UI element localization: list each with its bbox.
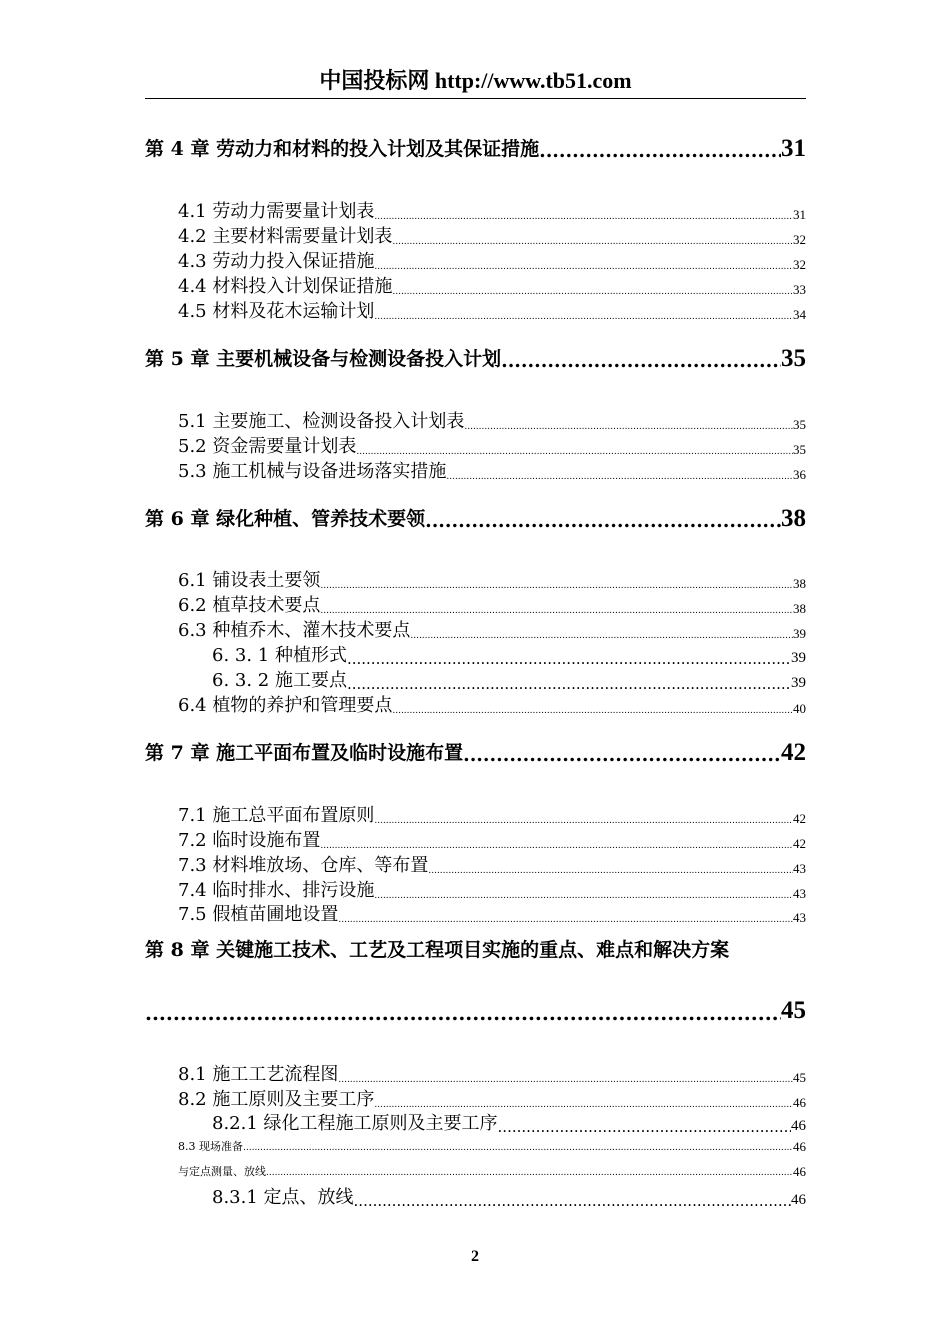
- toc-entry-4-4[interactable]: [178, 275, 806, 299]
- toc-title: 6.3 种植乔木、灌木技术要点: [178, 620, 411, 641]
- toc-entry-6-1[interactable]: [178, 569, 806, 593]
- toc-leader: [392, 704, 793, 718]
- toc-entry-7-3[interactable]: [178, 854, 806, 878]
- toc-leader: [464, 420, 793, 434]
- toc-leader: [463, 744, 781, 766]
- toc-title: 8.2 施工原则及主要工序: [178, 1089, 375, 1110]
- toc-page: 42: [793, 811, 806, 826]
- toc-page: 45: [781, 997, 806, 1024]
- toc-leader: [374, 814, 793, 828]
- toc-entry-8-1[interactable]: [178, 1063, 806, 1087]
- toc-title: 5.1 主要施工、检测设备投入计划表: [178, 411, 465, 432]
- toc-page: 43: [793, 886, 806, 901]
- toc-page: 39: [793, 626, 806, 641]
- toc-title: 7.4 临时排水、排污设施: [178, 880, 375, 901]
- toc-chapter-8-leader[interactable]: [145, 998, 806, 1024]
- toc-title: 8.2.1 绿化工程施工原则及主要工序: [212, 1113, 498, 1134]
- toc-entry-4-2[interactable]: [178, 225, 806, 249]
- toc-entry-5-1[interactable]: [178, 410, 806, 434]
- toc-title: 6.2 植草技术要点: [178, 595, 321, 616]
- toc-page: 31: [781, 135, 806, 162]
- toc-page: 42: [793, 836, 806, 851]
- toc-page: 46: [793, 1139, 806, 1154]
- toc-title: 第 6 章 绿化种植、管养技术要领: [145, 508, 426, 530]
- toc-entry-6-2[interactable]: [178, 594, 806, 618]
- toc-title: 6. 3. 2 施工要点: [212, 670, 347, 691]
- toc-page: 46: [793, 1095, 806, 1110]
- toc-page: 43: [793, 910, 806, 925]
- toc-title: 8.3 现场准备: [178, 1140, 243, 1153]
- toc-entry-8-3-b[interactable]: [178, 1164, 806, 1180]
- toc-page: 36: [793, 467, 806, 482]
- toc-page: 35: [793, 442, 806, 457]
- toc-entry-8-3-1[interactable]: [212, 1186, 806, 1210]
- toc-chapter-7[interactable]: [145, 740, 806, 766]
- toc-page: 35: [781, 345, 806, 372]
- toc-leader: [501, 350, 781, 372]
- toc-chapter-8-title[interactable]: 第 8 章 关键施工技术、工艺及工程项目实施的重点、难点和解决方案: [145, 939, 730, 961]
- toc-leader: [498, 1118, 791, 1136]
- toc-title: 7.2 临时设施布置: [178, 830, 321, 851]
- toc-page: 43: [793, 861, 806, 876]
- toc-entry-5-3[interactable]: [178, 460, 806, 484]
- toc-page: 46: [791, 1118, 806, 1134]
- toc-entry-6-3-1[interactable]: [212, 644, 806, 668]
- toc-entry-4-5[interactable]: [178, 300, 806, 324]
- toc-leader: [243, 1142, 793, 1155]
- toc-leader: [354, 1192, 791, 1210]
- toc-entry-7-2[interactable]: [178, 829, 806, 853]
- toc-leader: [428, 864, 793, 878]
- toc-entry-7-5[interactable]: [178, 903, 806, 927]
- toc-leader: [374, 260, 793, 274]
- toc-page: 35: [793, 417, 806, 432]
- toc-page: 31: [793, 207, 806, 222]
- toc-chapter-5[interactable]: [145, 346, 806, 372]
- toc-title: 4.1 劳动力需要量计划表: [178, 201, 375, 222]
- toc-entry-7-4[interactable]: [178, 879, 806, 903]
- page-number: 2: [471, 1248, 479, 1265]
- toc-page: 46: [791, 1192, 806, 1208]
- toc-title: 第 4 章 劳动力和材料的投入计划及其保证措施: [145, 138, 540, 160]
- toc-leader: [145, 1002, 781, 1024]
- toc-title: 8.1 施工工艺流程图: [178, 1064, 339, 1085]
- toc-leader: [374, 310, 793, 324]
- toc-title: 8.3.1 定点、放线: [212, 1187, 354, 1208]
- toc-leader: [347, 650, 791, 668]
- toc-entry-5-2[interactable]: [178, 435, 806, 459]
- toc-page: 40: [793, 701, 806, 716]
- toc-page: 45: [793, 1070, 806, 1085]
- toc-title: 4.4 材料投入计划保证措施: [178, 276, 393, 297]
- toc-title: 第 7 章 施工平面布置及临时设施布置: [145, 742, 464, 764]
- toc-page: 46: [793, 1164, 806, 1179]
- toc-page: 34: [793, 307, 806, 322]
- toc-leader: [410, 629, 793, 643]
- toc-leader: [347, 675, 791, 693]
- toc-page: 38: [781, 505, 806, 532]
- toc-page: 38: [793, 576, 806, 591]
- toc-leader: [320, 579, 793, 593]
- toc-leader: [374, 1098, 793, 1112]
- toc-title: 6. 3. 1 种植形式: [212, 645, 347, 666]
- toc-page: 39: [791, 650, 806, 666]
- toc-entry-6-3-2[interactable]: [212, 669, 806, 693]
- toc-title: 5.2 资金需要量计划表: [178, 436, 357, 457]
- toc-leader: [539, 140, 781, 162]
- toc-title: 7.3 材料堆放场、仓库、等布置: [178, 855, 429, 876]
- toc-page: 32: [793, 232, 806, 247]
- toc-chapter-4[interactable]: [145, 136, 806, 162]
- toc-title: 4.2 主要材料需要量计划表: [178, 226, 393, 247]
- toc-entry-8-2-1[interactable]: [212, 1112, 806, 1136]
- toc-title: 与定点测量、放线: [178, 1165, 266, 1178]
- toc-leader: [425, 510, 781, 532]
- toc-page: 32: [793, 257, 806, 272]
- toc-leader: [446, 470, 793, 484]
- toc-leader: [392, 285, 793, 299]
- toc-leader: [356, 445, 793, 459]
- toc-entry-6-4[interactable]: [178, 694, 806, 718]
- toc-title: 4.5 材料及花木运输计划: [178, 301, 375, 322]
- toc-entry-6-3[interactable]: [178, 619, 806, 643]
- toc-title: 7.5 假植苗圃地设置: [178, 904, 339, 925]
- toc-leader: [392, 235, 793, 249]
- toc-leader: [338, 1073, 793, 1087]
- toc-entry-7-1[interactable]: [178, 804, 806, 828]
- toc-leader: [374, 210, 793, 224]
- toc-entry-4-1[interactable]: [178, 200, 806, 224]
- toc-leader: [320, 604, 793, 618]
- toc-title: 5.3 施工机械与设备进场落实措施: [178, 461, 447, 482]
- toc-title: 第 5 章 主要机械设备与检测设备投入计划: [145, 348, 502, 370]
- toc-entry-4-3[interactable]: [178, 250, 806, 274]
- toc-leader: [266, 1167, 793, 1180]
- toc-page: 42: [781, 739, 806, 766]
- toc-leader: [338, 913, 793, 927]
- toc-page: 39: [791, 675, 806, 691]
- toc-page: 38: [793, 601, 806, 616]
- toc-entry-8-2[interactable]: [178, 1088, 806, 1112]
- toc-title: 7.1 施工总平面布置原则: [178, 805, 375, 826]
- toc-entry-8-3[interactable]: [178, 1139, 806, 1155]
- toc-title: 6.4 植物的养护和管理要点: [178, 695, 393, 716]
- toc-chapter-6[interactable]: [145, 506, 806, 532]
- toc-page: 33: [793, 282, 806, 297]
- toc-title: 6.1 铺设表土要领: [178, 570, 321, 591]
- toc-leader: [374, 889, 793, 903]
- toc-leader: [320, 839, 793, 853]
- toc-title: 4.3 劳动力投入保证措施: [178, 251, 375, 272]
- page-header: 中国投标网 http://www.tb51.com: [145, 66, 806, 99]
